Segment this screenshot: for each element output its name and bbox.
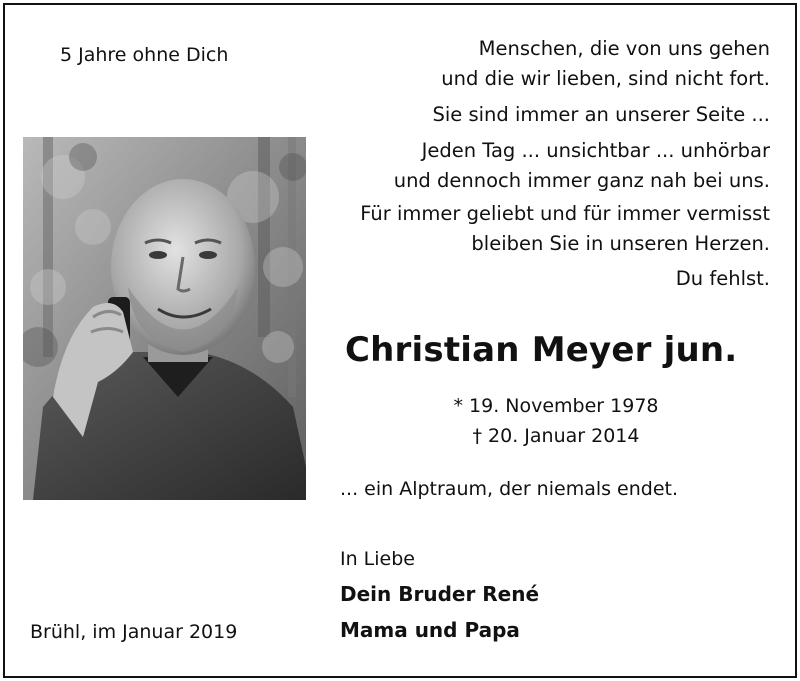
life-dates: [433, 391, 679, 451]
poem-stanza-2: [432, 100, 770, 130]
poem-line: und dennoch immer ganz nah bei uns.: [393, 169, 770, 192]
poem-line: und die wir lieben, sind nicht fort.: [441, 67, 770, 90]
poem-line: Du fehlst.: [675, 267, 770, 290]
poem-stanza-3: [394, 136, 770, 196]
quote-text: ... ein Alptraum, der niemals endet.: [340, 478, 679, 500]
poem-line: Sie sind immer an unserer Seite ...: [432, 103, 770, 126]
poem-stanza-5: [676, 264, 770, 294]
poem-line: Jeden Tag ... unsichtbar ... unhörbar: [421, 139, 770, 162]
portrait-photo: [23, 137, 306, 500]
signature-brother: Dein Bruder René: [340, 582, 540, 606]
poem-line: Menschen, die von uns gehen: [478, 37, 770, 60]
death-date: † 20. Januar 2014: [472, 425, 640, 447]
poem-stanza-4: [360, 199, 770, 259]
poem-stanza-1: [441, 34, 770, 94]
signature-parents: Mama und Papa: [340, 618, 520, 642]
anniversary-text: 5 Jahre ohne Dich: [60, 44, 229, 66]
birth-date: * 19. November 1978: [453, 395, 659, 417]
poem-line: Für immer geliebt und für immer vermisst: [360, 202, 770, 225]
place-date: Brühl, im Januar 2019: [30, 621, 238, 643]
poem-line: bleiben Sie in unseren Herzen.: [471, 232, 770, 255]
closing-text: In Liebe: [340, 548, 415, 570]
deceased-name: Christian Meyer jun.: [345, 330, 738, 370]
